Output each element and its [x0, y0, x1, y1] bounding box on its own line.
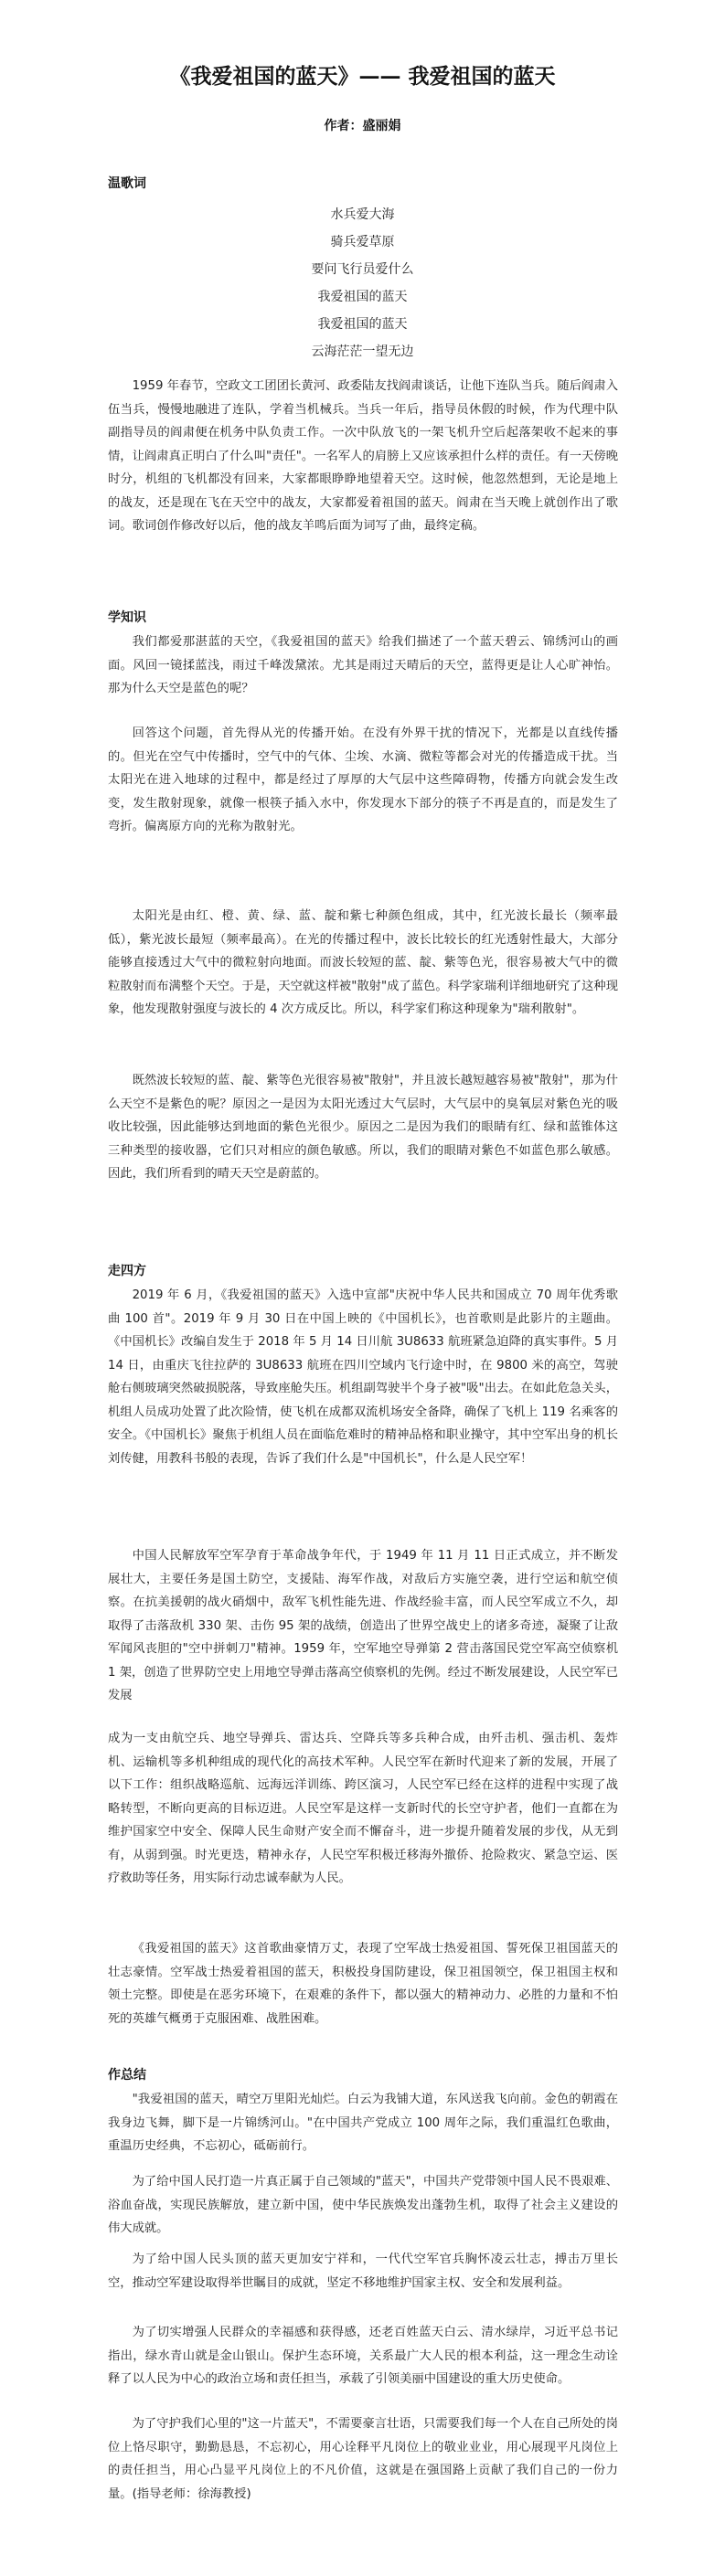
summary-paragraph-1: "我爱祖国的蓝天，晴空万里阳光灿烂。白云为我铺大道，东风送我飞向前。金色的朝霞在我身边飞舞，脚下是一片锦绣河山。"在中国共产党成立 100 周年之际，我们重温红色歌曲，重温历史经典，不忘初心，砥砺前行。: [108, 2093, 618, 2153]
knowledge-paragraph-3: 太阳光是由红、橙、黄、绿、蓝、靛和紫七种颜色组成，其中，红光波长最长（频率最低），紫光波长最短（频率最高）。在光的传播过程中，波长比较长的红光透射性最大，大部分能够直接透过大气中的微粒射向地面。而波长较短的蓝、靛、紫等色光，很容易被大气中的微粒散射而布满整个天空。于是，天空就这样被"散射"成了蓝色。科学家瑞利详细地研究了这种现象，他发现散射强度与波长的 4 次方成反比。所以，科学家们称这种现象为"瑞利散射"。: [108, 909, 618, 1016]
lyric-line: 云海茫茫一望无边: [311, 345, 414, 359]
knowledge-paragraph-1: 我们都爱那湛蓝的天空，《我爱祖国的蓝天》给我们描述了一个蓝天碧云、锦绣河山的画面。风回一镜揉蓝浅，雨过千峰泼黛浓。尤其是雨过天晴后的天空，蓝得更是让人心旷神怡。那为什么天空是蓝色的呢？: [108, 635, 618, 695]
summary-paragraph-3: 为了给中国人民头顶的蓝天更加安宁祥和，一代代空军官兵胸怀凌云壮志，搏击万里长空，推动空军建设取得举世瞩目的成就，坚定不移地维护国家主权、安全和发展利益。: [108, 2253, 618, 2290]
section-heading-lyrics: 温歌词: [108, 176, 146, 191]
knowledge-paragraph-4: 既然波长较短的蓝、靛、紫等色光很容易被"散射"，并且波长越短越容易被"散射"，那为什么天空不是紫色的呢？原因之一是因为太阳光透过大气层时，大气层中的臭氧层对紫色光的吸收比较强，因此能够达到地面的紫色光很少。原因之二是因为我们的眼睛有红、绿和蓝锥体这三种类型的接收器，它们只对相应的颜色敏感。所以，我们的眼睛对紫色不如蓝色那么敏感。因此，我们所看到的晴天天空是蔚蓝的。: [108, 1074, 618, 1181]
section-heading-knowledge: 学知识: [108, 610, 146, 625]
summary-paragraph-4: 为了切实增强人民群众的幸福感和获得感，还老百姓蓝天白云、清水绿岸，习近平总书记指出，绿水青山就是金山银山。保护生态环境，关系最广大人民的根本利益，这一理念生动诠释了以人民为中心的政治立场和责任担当，承载了引领美丽中国建设的重大历史使命。: [108, 2326, 618, 2386]
walk-paragraph-3: 成为一支由航空兵、地空导弹兵、雷达兵、空降兵等多兵种合成，由歼击机、强击机、轰炸机、运输机等多机种组成的现代化的高技术军种。人民空军在新时代迎来了新的发展，开展了以下工作：组织战略巡航、远海远洋训练、跨区演习，人民空军已经在这样的进程中实现了战略转型，不断向更高的目标迈进。人民空军是这样一支新时代的长空守护者，他们一直都在为维护国家空中安全、保障人民生命财产安全而不懈奋斗，进一步提升随着发展的步伐，从无到有，从弱到强。时光更迭，精神永存，人民空军积极迁移海外撤侨、抢险救灾、紧急空运、医疗救助等任务，用实际行动忠诚奉献为人民。: [108, 1732, 618, 1885]
summary-paragraph-2: 为了给中国人民打造一片真正属于自己领域的"蓝天"，中国共产党带领中国人民不畏艰难、浴血奋战，实现民族解放，建立新中国，使中华民族焕发出蓬勃生机，取得了社会主义建设的伟大成就。: [108, 2175, 618, 2235]
knowledge-paragraph-2: 回答这个问题，首先得从光的传播开始。在没有外界干扰的情况下，光都是以直线传播的。但光在空气中传播时，空气中的气体、尘埃、水滴、微粒等都会对光的传播造成干扰。当太阳光在进入地球的过程中，都是经过了厚厚的大气层中这些障碍物，传播方向就会发生改变，发生散射现象，就像一根筷子插入水中，你发现水下部分的筷子不再是直的，而是发生了弯折。偏离原方向的光称为散射光。: [108, 726, 618, 833]
lyric-line: 我爱祖国的蓝天: [317, 290, 408, 304]
section-heading-summary: 作总结: [108, 2068, 146, 2083]
walk-paragraph-2: 中国人民解放军空军孕育于革命战争年代，于 1949 年 11 月 11 日正式成立，并不断发展壮大，主要任务是国土防空，支援陆、海军作战，对敌后方实施空袭，进行空运和航空侦察。在抗美援朝的战火硝烟中，敌军飞机性能先进、作战经验丰富，而人民空军成立不久，却取得了击落敌机 330 架、击伤 95 架的战绩，创造出了世界空战史上的诸多奇迹，凝聚了让敌军闻风丧胆的"空中拼刺刀"精神。1959 年，空军地空导弹第 2 营击落国民党空军高空侦察机 1 架，创造了世界防空史上用地空导弹击落高空侦察机的先例。经过不断发展建设，人民空军已发展: [108, 1549, 618, 1702]
lyric-line: 水兵爱大海: [330, 207, 395, 222]
section-heading-walk: 走四方: [108, 1264, 146, 1278]
lyric-line: 我爱祖国的蓝天: [317, 317, 408, 332]
lyric-line: 骑兵爱草原: [330, 235, 395, 249]
lyrics-block: [0, 201, 725, 366]
author-line: 作者：盛丽娟: [324, 119, 401, 133]
lyric-line: 要问飞行员爱什么: [311, 262, 414, 277]
lyrics-background-paragraph: 1959 年春节，空政文工团团长黄河、政委陆友找阎肃谈话，让他下连队当兵。随后阎肃入伍当兵，慢慢地融进了连队，学着当机械兵。当兵一年后，指导员休假的时候，作为代理中队副指导员的阎肃便在机务中队负责工作。一次中队放飞的一架飞机升空后起落架收不起来的事情，让阎肃真正明白了什么叫"责任"。一名军人的肩膀上又应该承担什么样的责任。有一天傍晚时分，机组的飞机都没有回来，大家都眼睁睁地望着天空。这时候，他忽然想到，无论是地上的战友，还是现在飞在天空中的战友，大家都爱着祖国的蓝天。阎肃在当天晚上就创作出了歌词。歌词创作修改好以后，他的战友羊鸣后面为词写了曲，最终定稿。: [108, 379, 618, 533]
walk-paragraph-4: 《我爱祖国的蓝天》这首歌曲豪情万丈，表现了空军战士热爱祖国、誓死保卫祖国蓝天的壮志豪情。空军战士热爱着祖国的蓝天，积极投身国防建设，保卫祖国领空，保卫祖国主权和领土完整。即使是在恶劣环境下，在艰难的条件下，都以强大的精神动力、必胜的力量和不怕死的英雄气概勇于克服困难、战胜困难。: [108, 1942, 618, 2026]
summary-paragraph-5: 为了守护我们心里的"这一片蓝天"，不需要豪言壮语，只需要我们每一个人在自己所处的岗位上恪尽职守，勤勤恳恳，不忘初心，用心诠释平凡岗位上的敬业业业，用心展现平凡岗位上的责任担当，用心凸显平凡岗位上的不凡价值，这就是在强国路上贡献了我们自己的一份力量。(指导老师：徐海教授): [108, 2417, 618, 2501]
walk-paragraph-1: 2019 年 6 月，《我爱祖国的蓝天》入选中宣部"庆祝中华人民共和国成立 70 周年优秀歌曲 100 首"。2019 年 9 月 30 日在中国上映的《中国机长》，也首歌则是此影片的主题曲。《中国机长》改编自发生于 2018 年 5 月 14 日川航 3U8633 航班紧急迫降的真实事件。5 月 14 日，由重庆飞往拉萨的 3U8633 航班在四川空域内飞行途中时，在 9800 米的高空，驾驶舱右侧玻璃突然破损脱落，导致座舱失压。机组副驾驶半个身子被"吸"出去。在如此危急关头，机组人员成功处置了此次险情，使飞机在成都双流机场安全备降，确保了飞机上 119 名乘客的安全。《中国机长》聚焦于机组人员在面临危难时的精神品格和职业操守，其中空军出身的机长刘传健，用教科书般的表现，告诉了我们什么是"中国机长"，什么是人民空军！: [108, 1288, 618, 1466]
page-title: 《我爱祖国的蓝天》—— 我爱祖国的蓝天: [169, 64, 556, 89]
